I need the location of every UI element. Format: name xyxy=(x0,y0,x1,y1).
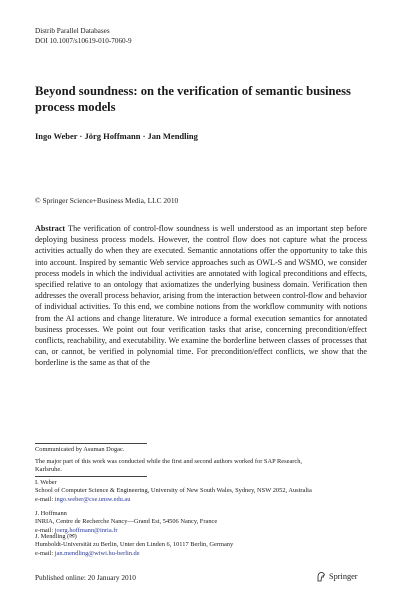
paper-title: Beyond soundness: on the verification of semantic business process models xyxy=(35,84,351,114)
copyright-notice: © Springer Science+Business Media, LLC 2010 xyxy=(35,196,179,205)
affiliation-divider xyxy=(35,476,147,477)
affiliation-address: School of Computer Science & Engineering, University of New South Wales, Sydney, NSW 2052, Australia xyxy=(35,487,312,495)
springer-horse-icon xyxy=(316,571,326,582)
journal-header xyxy=(35,27,132,46)
doi: DOI 10.1007/s10619-010-7060-9 xyxy=(35,36,132,45)
affiliation-mendling xyxy=(35,533,365,558)
publisher-logo xyxy=(316,571,358,582)
affiliation-email-row xyxy=(35,550,365,558)
footnote-work-note: The major part of this work was conducted while the first and second authors worked for SAP Research, Karlsruhe. xyxy=(35,458,303,474)
affiliation-weber xyxy=(35,479,365,504)
footnote-divider xyxy=(35,443,147,444)
email-label: e-mail: xyxy=(35,495,54,503)
email-label: e-mail: xyxy=(35,549,54,557)
publisher-name: Springer xyxy=(329,572,358,581)
footnote-communicated: Communicated by Asuman Dogac. xyxy=(35,446,125,453)
published-date: Published online: 20 January 2010 xyxy=(35,573,136,582)
affiliation-name: J. Mendling (✉) xyxy=(35,533,77,540)
abstract xyxy=(35,223,367,369)
email-link[interactable]: joerg.hoffmann@inria.fr xyxy=(54,526,118,534)
affiliation-address: INRIA, Centre de Recherche Nancy—Grand Est, 54506 Nancy, France xyxy=(35,518,218,526)
affiliation-email-row xyxy=(35,496,365,504)
journal-name: Distrib Parallel Databases xyxy=(35,27,110,35)
affiliation-hoffmann xyxy=(35,510,365,535)
affiliation-name: I. Weber xyxy=(35,479,57,486)
abstract-label: Abstract xyxy=(35,224,66,233)
email-link[interactable]: ingo.weber@cse.unsw.edu.au xyxy=(54,495,131,503)
affiliation-address: Humboldt-Universität zu Berlin, Unter den Linden 6, 10117 Berlin, Germany xyxy=(35,541,234,549)
author-list: Ingo Weber · Jörg Hoffmann · Jan Mendling xyxy=(35,131,198,141)
email-label: e-mail: xyxy=(35,526,54,534)
email-link[interactable]: jan.mendling@wiwi.hu-berlin.de xyxy=(54,549,140,557)
abstract-text: The verification of control-flow soundness is well understood as an important step before deploying business process models. However, the control flow does not capture what the process activities actually do when they are executed. Semantic annotations offer the opportunity to take this into account. Inspired by semantic Web service approaches such as OWL-S and WSMO, we consider process models in which the individual activities are annotated with logical preconditions and effects, specified relative to an ontology that axiomatizes the underlying business domain. Verification then addresses the overall process behavior, arising from the interaction between control-flow and behavior of individual activities. To this end, we combine notions from the workflow community with notions from the AI actions and change literature. We introduce a formal execution semantics for annotated business processes. We point out four verification tasks that arise, concerning precondition/effect conflicts, reachability, and executability. We examine the borderline between classes of processes that can, or cannot, be verified in polynomial time. For precondition/effect conflicts, we show that the borderline is the same as that of the xyxy=(35,224,367,368)
affiliation-name: J. Hoffmann xyxy=(35,510,67,517)
